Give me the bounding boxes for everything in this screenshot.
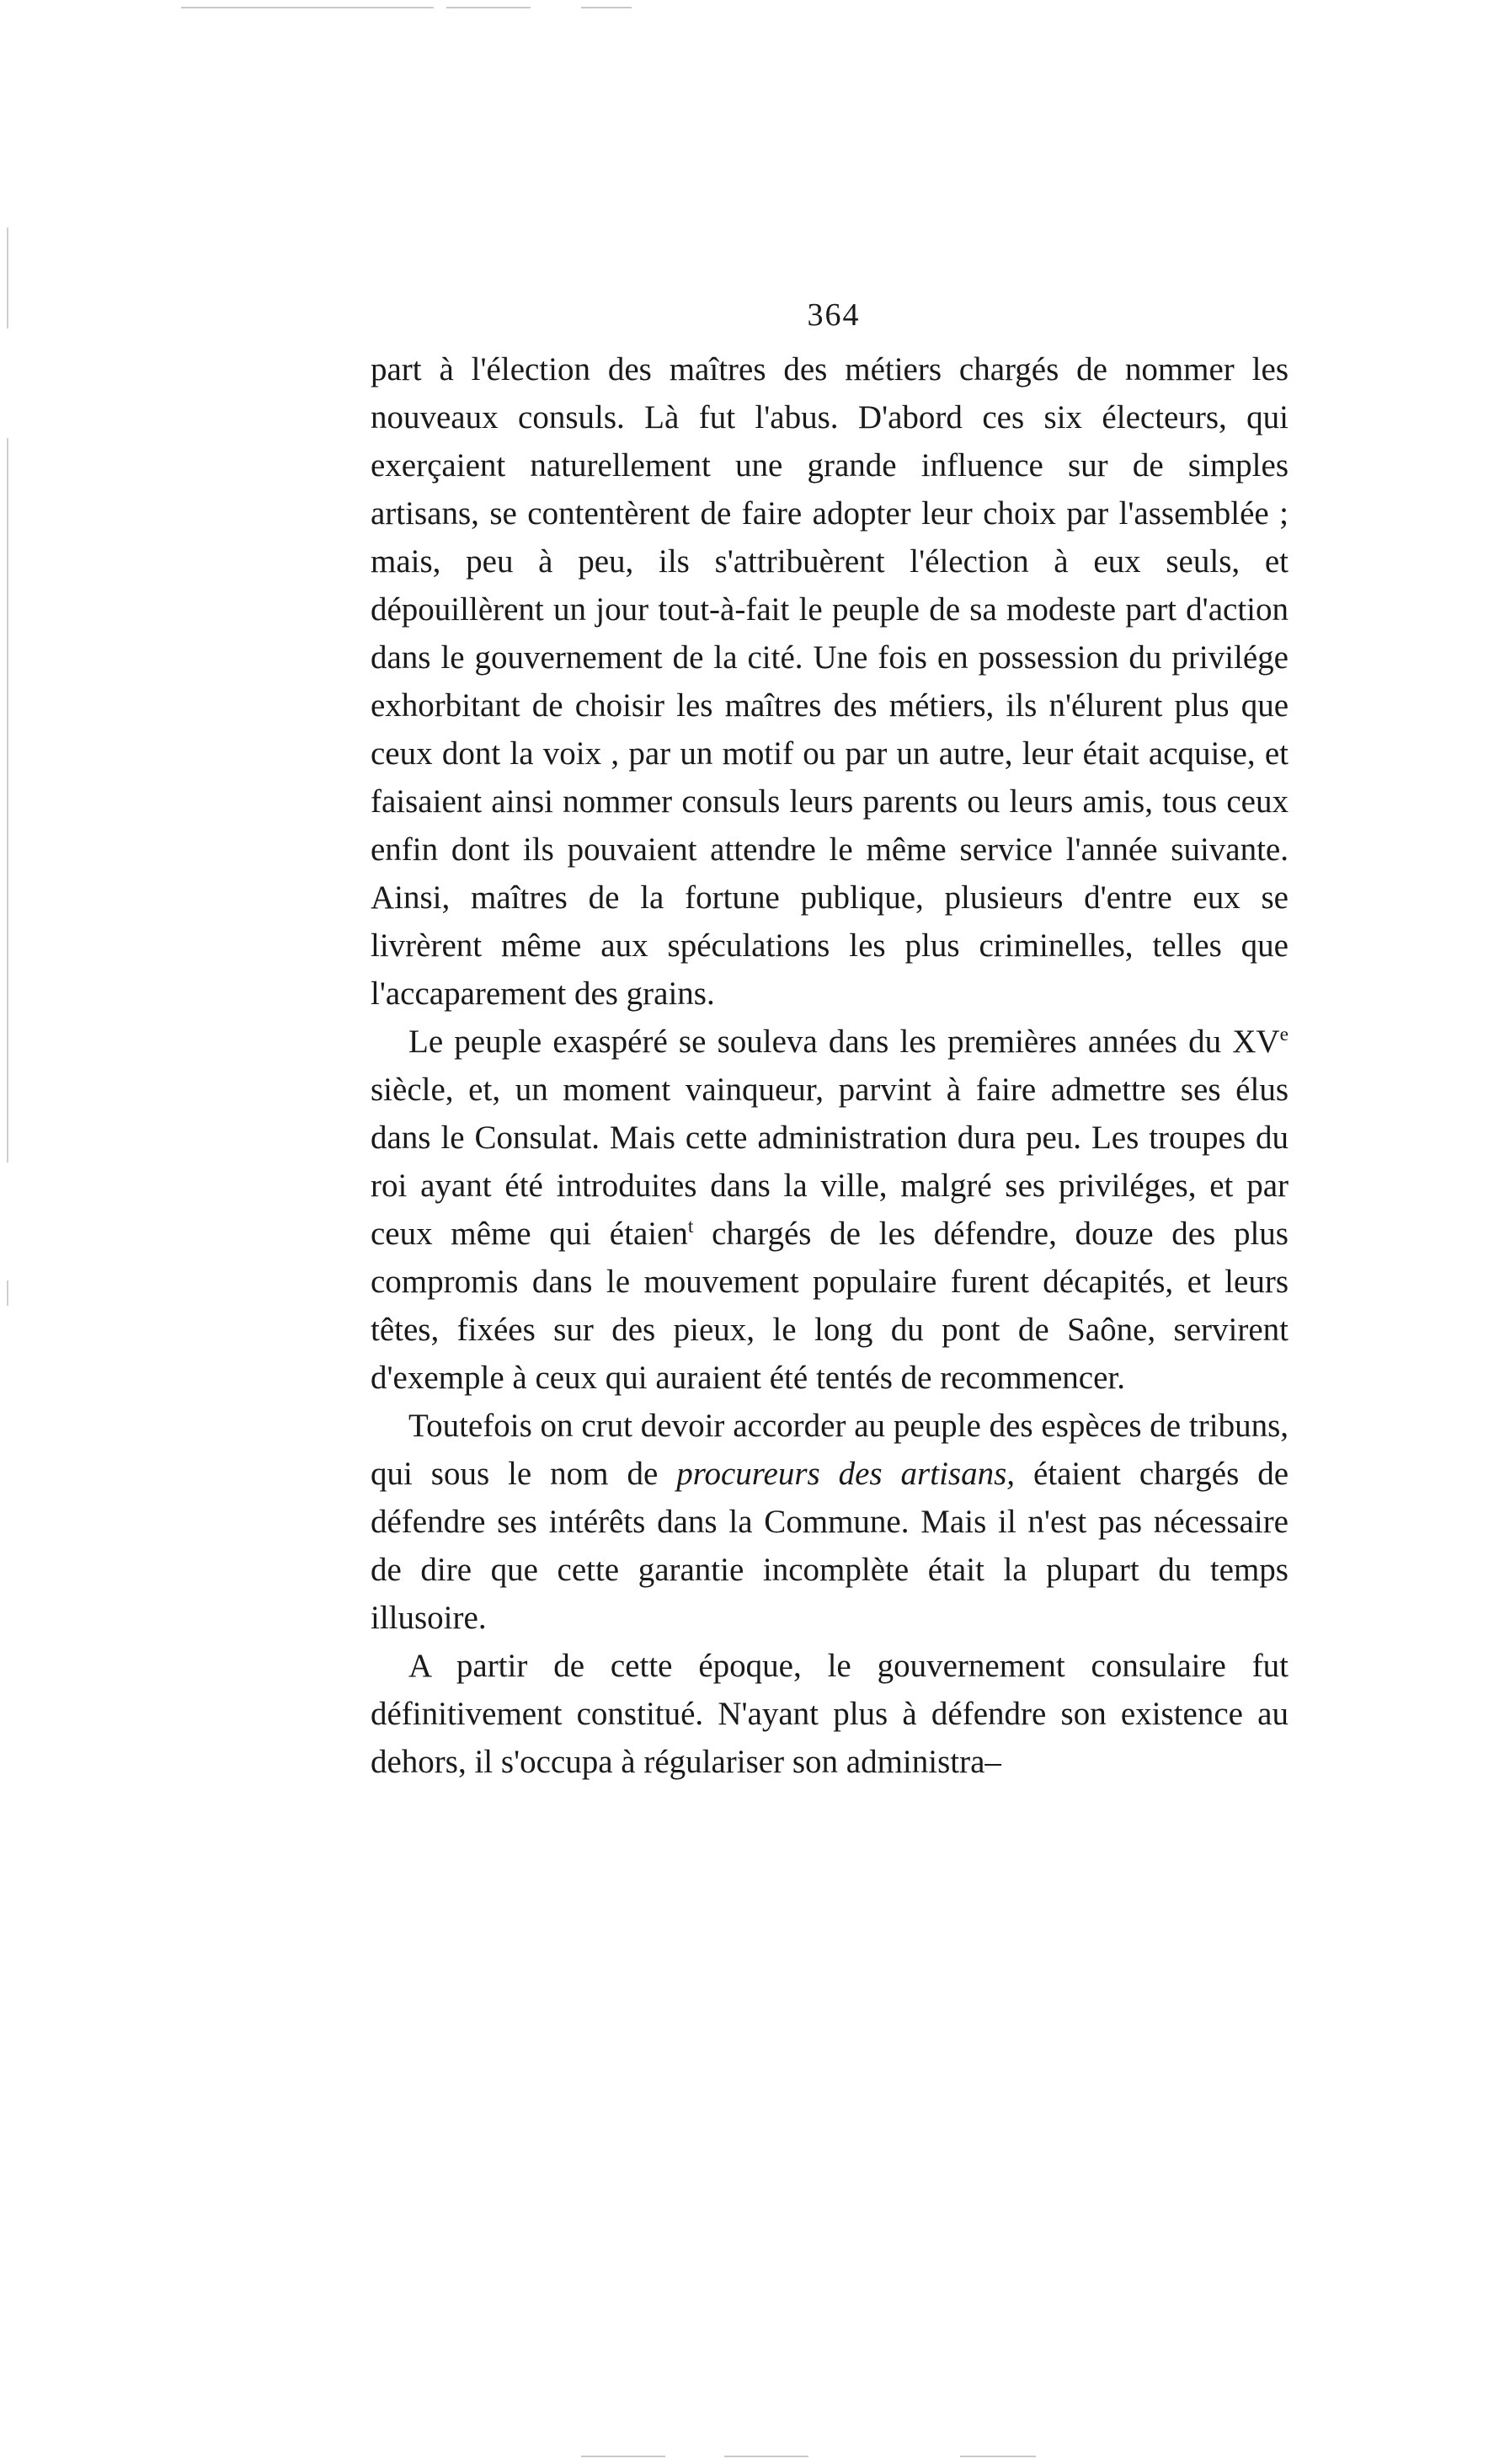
body-text [371, 345, 1289, 1786]
scan-margin-mark [7, 438, 8, 1163]
italic-term: procureurs des artisans, [676, 1456, 1016, 1492]
scan-edge-line [960, 2456, 1036, 2457]
scan-edge-line [581, 7, 632, 8]
paragraph-2-part3: chargés de les défendre, douze des plus compromis dans le mouvement populaire furent décapités, et leurs têtes, fixées sur des pieux, le long du pont de Saône, servirent d'exemple à ceux qui auraient été tentés de recommencer. [371, 1216, 1289, 1396]
scan-edge-line [446, 7, 531, 8]
century-superscript: e [1279, 1024, 1289, 1045]
scan-edge-line [724, 2456, 808, 2457]
paragraph-2 [371, 1018, 1289, 1402]
paragraph-3-part2: étaient chargés de défendre ses intérêts dans la Commune. Mais il n'est pas nécessaire de dire que cette garantie incomplète était la plupart du temps illusoire. [371, 1456, 1289, 1636]
paragraph-2-part1: Le peuple exaspéré se souleva dans les premières années du [408, 1024, 1233, 1060]
scan-edge-line [181, 7, 434, 8]
paragraph-3-part1: Toutefois on crut devoir accorder au peuple des espèces de tribuns, qui sous le nom de [371, 1408, 1289, 1492]
paragraph-3 [371, 1402, 1289, 1642]
scan-edge-line [581, 2456, 665, 2457]
paragraph-2-part2: siècle, et, un moment vainqueur, parvint à faire admettre ses élus dans le Consulat. Mais cette administration dura peu. Les troupes du roi ayant été introduites dans la ville, malgré ses priviléges, et par ceux même qui étaien [371, 1072, 1289, 1252]
page-number: 364 [807, 297, 861, 333]
scan-margin-mark [7, 1280, 8, 1306]
paragraph-1: part à l'élection des maîtres des métiers chargés de nommer les nouveaux consuls. Là fut l'abus. D'abord ces six électeurs, qui exerçaient naturellement une grande influence sur de simples artisans, se contentèrent de faire adopter leur choix par l'assemblée ; mais, peu à peu, ils s'attribuèrent l'élection à eux seuls, et dépouillèrent un jour tout-à-fait le peuple de sa modeste part d'action dans le gouvernement de la cité. Une fois en possession du privilége exhorbitant de choisir les maîtres des métiers, ils n'élurent plus que ceux dont la voix , par un motif ou par un autre, leur était acquise, et faisaient ainsi nommer consuls leurs parents ou leurs amis, tous ceux enfin dont ils pouvaient attendre le même service l'année suivante. Ainsi, maîtres de la fortune publique, plusieurs d'entre eux se livrèrent même aux spéculations les plus criminelles, telles que l'accaparement des grains. [371, 351, 1289, 1012]
correction-superscript: t [687, 1216, 694, 1237]
century-numeral: XV [1232, 1024, 1280, 1060]
scan-margin-mark [7, 227, 8, 329]
paragraph-4: A partir de cette époque, le gouvernement consulaire fut définitivement constitué. N'ayant plus à défendre son existence au dehors, il s'occupa à régulariser son administra– [371, 1648, 1289, 1780]
